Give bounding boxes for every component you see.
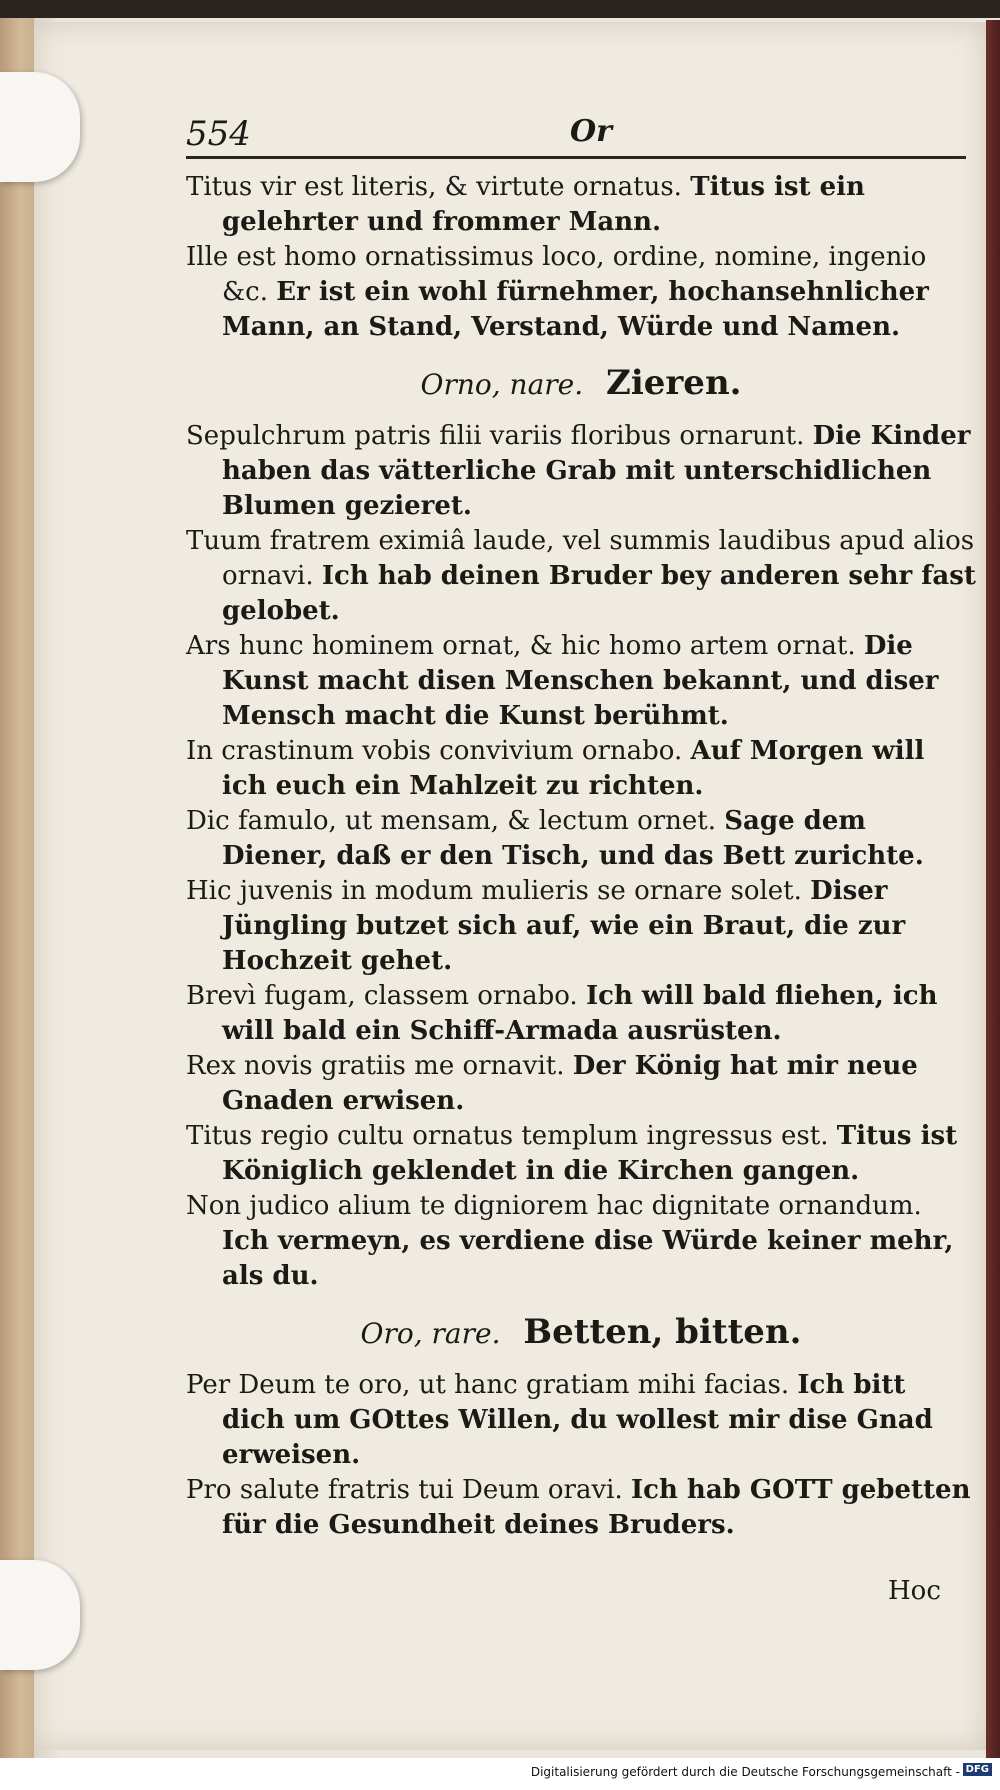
latin-phrase: Sepulchrum patris filii variis floribus ornarunt. <box>186 421 805 451</box>
latin-phrase: Dic famulo, ut mensam, & lectum ornet. <box>186 806 716 836</box>
german-translation: Titus ist Königlich geklendet in die Kirchen gangen. <box>222 1121 958 1186</box>
verb-heading <box>186 1310 976 1356</box>
latin-phrase: In crastinum vobis convivium ornabo. <box>186 736 683 766</box>
verb-lemma: Orno, nare. <box>420 368 584 401</box>
latin-phrase: Titus vir est literis, & virtute ornatus. <box>186 172 682 202</box>
latin-phrase: Ille est homo ornatissimus loco, ordine, nomine, ingenio &c. <box>186 242 927 307</box>
book-cover-edge <box>986 20 1000 1760</box>
german-translation: Ich hab deinen Bruder bey anderen sehr fast gelobet. <box>222 561 976 626</box>
entry <box>186 629 976 734</box>
section-continued <box>186 170 976 345</box>
latin-phrase: Non judico alium te digniorem hac dignitate ornandum. <box>186 1191 922 1221</box>
section-oro <box>186 1310 976 1543</box>
verb-heading <box>186 361 976 407</box>
page-body <box>186 170 976 1543</box>
german-translation: Titus ist ein gelehrter und frommer Mann. <box>222 172 865 237</box>
page-number: 554 <box>186 114 251 154</box>
entry <box>186 1368 976 1473</box>
verb-gloss: Betten, bitten. <box>523 1312 802 1352</box>
entry <box>186 524 976 629</box>
entry <box>186 1189 976 1294</box>
entry <box>186 734 976 804</box>
page-header <box>186 114 966 160</box>
entry <box>186 1473 976 1543</box>
verb-lemma: Oro, rare. <box>360 1317 501 1350</box>
latin-phrase: Pro salute fratris tui Deum oravi. <box>186 1475 623 1505</box>
latin-phrase: Brevì fugam, classem ornabo. <box>186 981 578 1011</box>
latin-phrase: Tuum fratrem eximiâ laude, vel summis laudibus apud alios ornavi. <box>186 526 975 591</box>
german-translation: Die Kinder haben das vätterliche Grab mit unterschidlichen Blumen gezieret. <box>222 421 971 521</box>
section-orno <box>186 361 976 1294</box>
entry <box>186 419 976 524</box>
entry <box>186 240 976 345</box>
latin-phrase: Rex novis gratiis me ornavit. <box>186 1051 565 1081</box>
latin-phrase: Per Deum te oro, ut hanc gratiam mihi facias. <box>186 1370 790 1400</box>
entry <box>186 170 976 240</box>
latin-phrase: Ars hunc hominem ornat, & hic homo artem ornat. <box>186 631 856 661</box>
entry <box>186 874 976 979</box>
entry <box>186 1049 976 1119</box>
german-translation: Er ist ein wohl fürnehmer, hochansehnlicher Mann, an Stand, Verstand, Würde und Namen. <box>222 277 929 342</box>
german-translation: Sage dem Diener, daß er den Tisch, und das Bett zurichte. <box>222 806 924 871</box>
latin-phrase: Hic juvenis in modum mulieris se ornare solet. <box>186 876 802 906</box>
page-clip-bottom <box>0 1560 80 1670</box>
entry <box>186 804 976 874</box>
scan-top-edge <box>0 0 1000 18</box>
verb-gloss: Zieren. <box>606 363 742 403</box>
book-spine-edge <box>0 18 34 1758</box>
german-translation: Ich will bald fliehen, ich will bald ein Schiff-Armada ausrüsten. <box>222 981 938 1046</box>
german-translation: Ich vermeyn, es verdiene dise Würde keiner mehr, als du. <box>222 1226 954 1291</box>
german-translation: Ich bitt dich um GOttes Willen, du wollest mir dise Gnad erweisen. <box>222 1370 933 1470</box>
german-translation: Diser Jüngling butzet sich auf, wie ein Braut, die zur Hochzeit gehet. <box>222 876 906 976</box>
entry <box>186 979 976 1049</box>
german-translation: Ich hab GOTT gebetten für die Gesundheit deines Bruders. <box>222 1475 971 1540</box>
entry <box>186 1119 976 1189</box>
page-clip-top <box>0 72 80 182</box>
german-translation: Die Kunst macht disen Menschen bekannt, und diser Mensch macht die Kunst berühmt. <box>222 631 939 731</box>
dfg-logo: DFG <box>963 1763 992 1776</box>
german-translation: Auf Morgen will ich euch ein Mahlzeit zu richten. <box>222 736 925 801</box>
header-rule <box>186 156 966 159</box>
catchword: Hoc <box>888 1576 941 1606</box>
section-signature: Or <box>570 114 612 149</box>
german-translation: Der König hat mir neue Gnaden erwisen. <box>222 1051 918 1116</box>
latin-phrase: Titus regio cultu ornatus templum ingressus est. <box>186 1121 829 1151</box>
funding-credit: Digitalisierung gefördert durch die Deutsche Forschungsgemeinschaft - <box>530 1765 960 1779</box>
